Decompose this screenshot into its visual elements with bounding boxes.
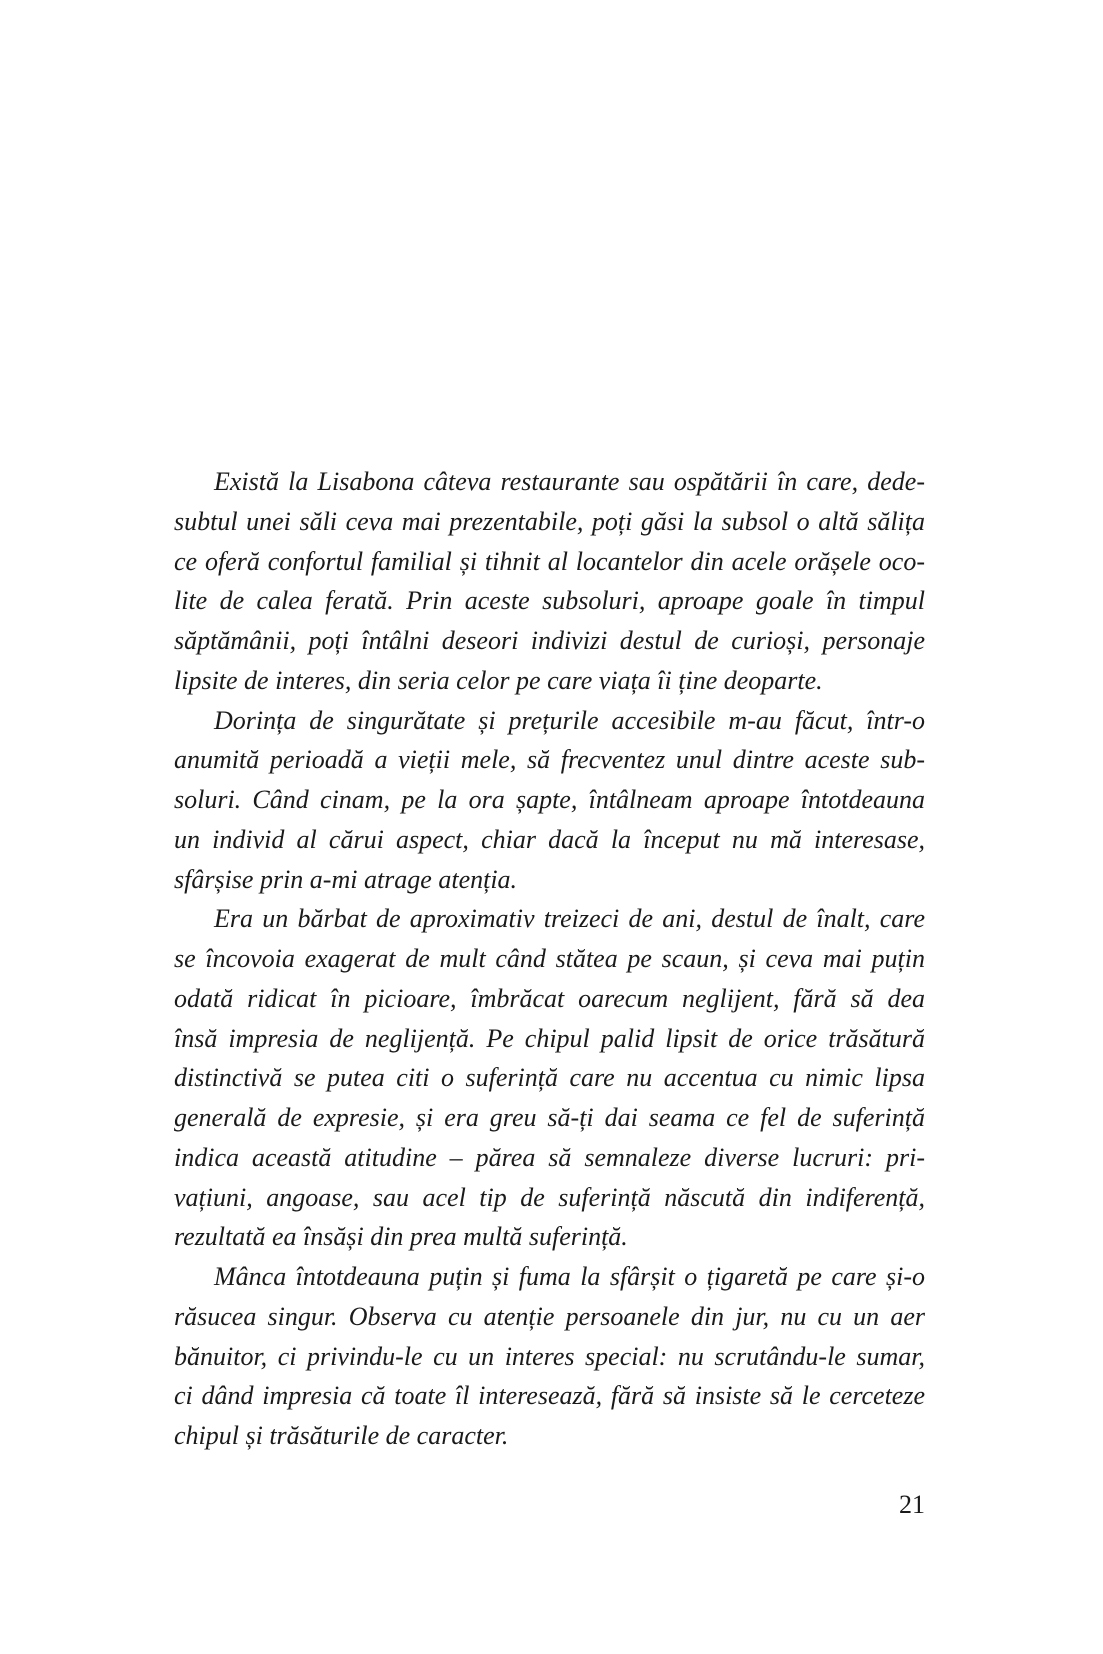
text-line: chipul și trăsăturile de caracter. — [174, 1421, 509, 1450]
body-text — [174, 462, 925, 1456]
text-line: Există la Lisabona câteva restaurante sau ospătării în care, dede- — [214, 467, 925, 496]
text-line: sfârșise prin a-mi atrage atenția. — [174, 864, 518, 894]
text-line: ci dând impresia că toate îl interesează, fără să insiste să le cerceteze — [174, 1381, 925, 1411]
text-line: indica această atitudine – părea să semnaleze diverse lucruri: pri- — [174, 1142, 925, 1172]
text-line: bănuitor, ci privindu-le cu un interes special: nu scrutându-le sumar, — [174, 1341, 925, 1371]
text-line: un individ al cărui aspect, chiar dacă la început nu mă interesase, — [174, 824, 925, 854]
text-line: vațiuni, angoase, sau acel tip de suferință născută din indiferență, — [174, 1182, 925, 1212]
paragraph — [174, 701, 925, 900]
paragraph — [174, 462, 925, 701]
text-line: răsucea singur. Observa cu atenție persoanele din jur, nu cu un aer — [174, 1301, 925, 1331]
text-line: rezultată ea însăși din prea multă suferință. — [174, 1222, 628, 1252]
text-line: subtul unei săli ceva mai prezentabile, poți găsi la subsol o altă sălița — [174, 506, 925, 536]
text-line: odată ridicat în picioare, îmbrăcat oarecum neglijent, fără să dea — [174, 983, 925, 1013]
text-line: săptămânii, poți întâlni deseori indivizi destul de curioși, personaje — [174, 626, 925, 655]
paragraph — [174, 1257, 925, 1456]
text-line: soluri. Când cinam, pe la ora șapte, întâlneam aproape întotdeauna — [174, 785, 925, 814]
text-line: lite de calea ferată. Prin aceste subsoluri, aproape goale în timpul — [174, 586, 925, 616]
text-line: distinctivă se putea citi o suferință care nu accentua cu nimic lipsa — [174, 1063, 925, 1093]
text-line: Era un bărbat de aproximativ treizeci de ani, destul de înalt, care — [214, 904, 925, 934]
text-line: Mânca întotdeauna puțin și fuma la sfârșit o țigaretă pe care și-o — [214, 1262, 925, 1291]
paragraph — [174, 899, 925, 1257]
text-line: Dorința de singurătate și prețurile accesibile m-au făcut, într-o — [214, 705, 925, 735]
text-line: se încovoia exagerat de mult când stătea pe scaun, și ceva mai puțin — [174, 944, 925, 973]
text-line: ce oferă confortul familial și tihnit al locantelor din acele orășele oco- — [174, 546, 925, 576]
text-line: lipsite de interes, din seria celor pe care viața îi ține deoparte. — [174, 665, 823, 695]
page-number: 21 — [899, 1490, 925, 1519]
text-line: însă impresia de neglijență. Pe chipul palid lipsit de orice trăsătură — [174, 1023, 925, 1053]
text-line: generală de expresie, și era greu să-ți dai seama ce fel de suferință — [174, 1103, 925, 1132]
text-line: anumită perioadă a vieții mele, să frecventez unul dintre aceste sub- — [174, 745, 925, 775]
